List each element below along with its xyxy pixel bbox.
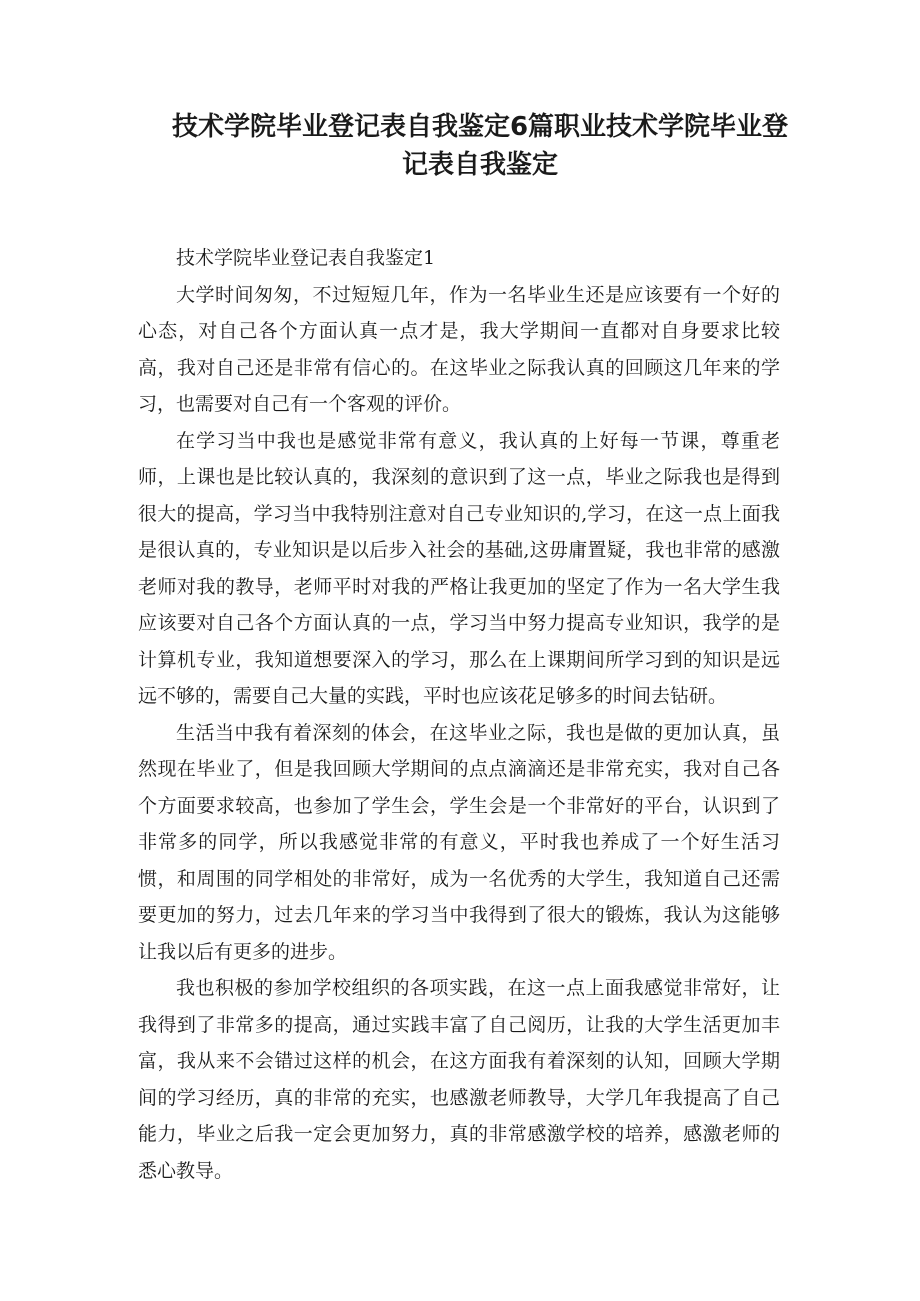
document-body (138, 240, 780, 1189)
paragraph-4: 我也积极的参加学校组织的各项实践，在这一点上面我感觉非常好，让我得到了非常多的提高，通过实践丰富了自己阅历，让我的大学生活更加丰富，我从来不会错过这样的机会，在这方面我有着深刻的认知，回顾大学期间的学习经历，真的非常的充实，也感激老师教导，大学几年我提高了自己能力，毕业之后我一定会更加努力，真的非常感激学校的培养，感激老师的悉心教导。 (138, 977, 780, 1182)
paragraph-2: 在学习当中我也是感觉非常有意义，我认真的上好每一节课，尊重老师，上课也是比较认真的，我深刻的意识到了这一点，毕业之际我也是得到很大的提高，学习当中我特别注意对自己专业知识的,学习，在这一点上面我是很认真的，专业知识是以后步入社会的基础,这毋庸置疑，我也非常的感激老师对我的教导，老师平时对我的严格让我更加的坚定了作为一名大学生我应该要对自己各个方面认真的一点，学习当中努力提高专业知识，我学的是计算机专业，我知道想要深入的学习，那么在上课期间所学习到的知识是远远不够的，需要自己大量的实践，平时也应该花足够多的时间去钻研。 (138, 429, 780, 707)
section-subheading: 技术学院毕业登记表自我鉴定1 (176, 247, 436, 269)
paragraph-1: 大学时间匆匆，不过短短几年，作为一名毕业生还是应该要有一个好的心态，对自己各个方面认真一点才是，我大学期间一直都对自身要求比较高，我对自己还是非常有信心的。在这毕业之际我认真的回顾这几年来的学习，也需要对自己有一个客观的评价。 (138, 283, 780, 415)
paragraph-3: 生活当中我有着深刻的体会，在这毕业之际，我也是做的更加认真，虽然现在毕业了，但是我回顾大学期间的点点滴滴还是非常充实，我对自己各个方面要求较高，也参加了学生会，学生会是一个非常好的平台，认识到了非常多的同学，所以我感觉非常的有意义，平时我也养成了一个好生活习惯，和周围的同学相处的非常好，成为一名优秀的大学生，我知道自己还需要更加的努力，过去几年来的学习当中我得到了很大的锻炼，我认为这能够让我以后有更多的进步。 (138, 721, 780, 963)
document-title: 技术学院毕业登记表自我鉴定6篇职业技术学院毕业登记表自我鉴定 (171, 112, 789, 180)
